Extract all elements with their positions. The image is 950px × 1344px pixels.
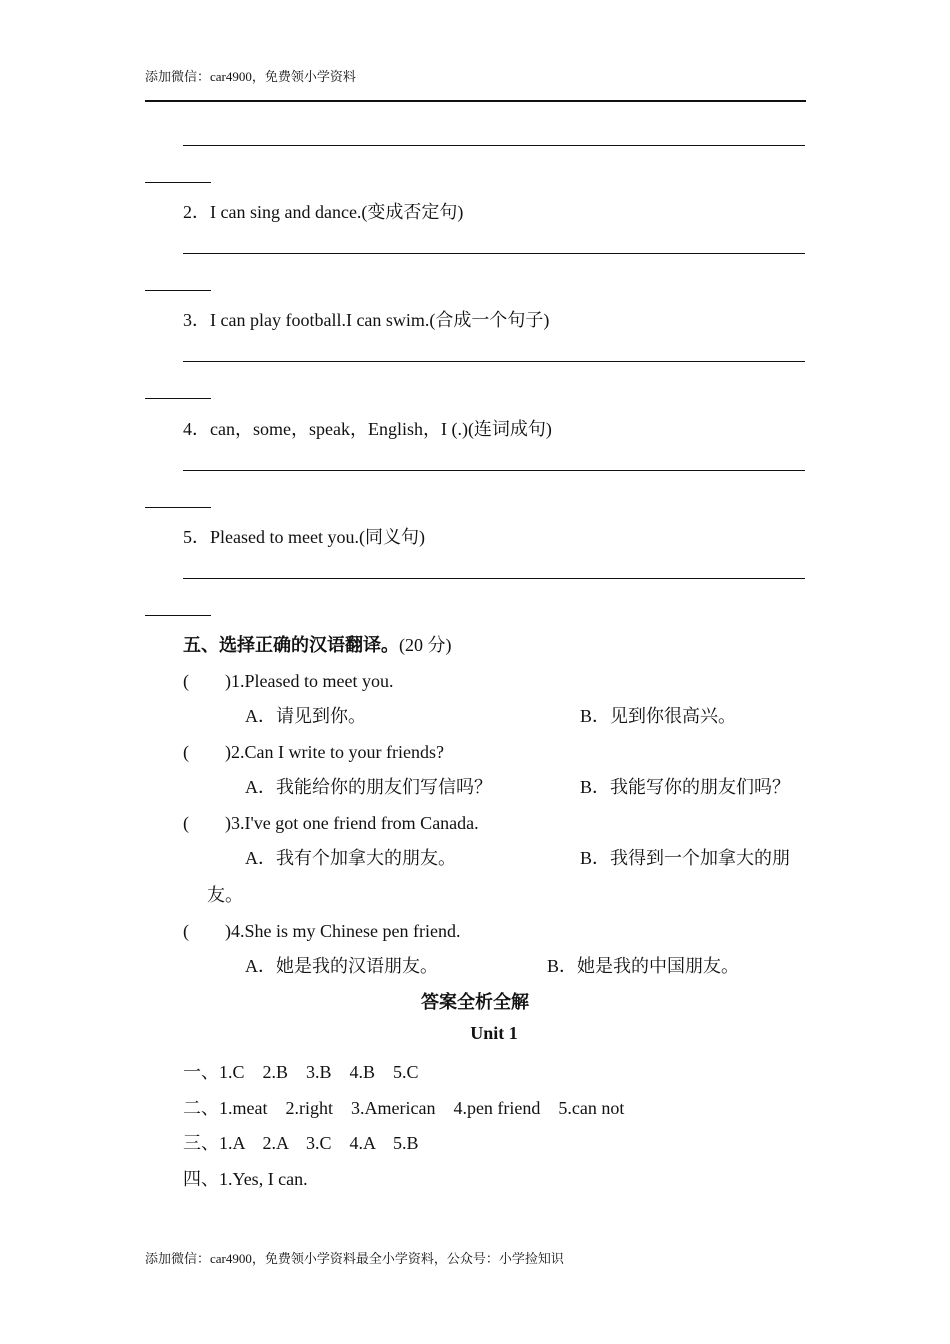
question-text: 2.Can I write to your friends? bbox=[231, 742, 444, 762]
answers-title: 答案全析全解 bbox=[421, 992, 529, 1012]
option-b-continuation: 友。 bbox=[207, 885, 243, 905]
answer-line-tail bbox=[145, 615, 211, 616]
question bbox=[183, 738, 444, 764]
answer-line-tail bbox=[145, 290, 211, 291]
option-b: B．我得到一个加拿大的朋 bbox=[580, 848, 791, 868]
answer-line-tail bbox=[145, 398, 211, 399]
question-text: 4.She is my Chinese pen friend. bbox=[231, 921, 461, 941]
option-a: A．她是我的汉语朋友。 bbox=[245, 956, 438, 976]
section-title bbox=[183, 631, 452, 657]
answer-line-tail bbox=[145, 182, 211, 183]
question-text: 1.Pleased to meet you. bbox=[231, 671, 394, 691]
answer-line bbox=[183, 578, 805, 579]
option-a: A．我有个加拿大的朋友。 bbox=[245, 848, 456, 868]
answer-line-text: 二、1.meat 2.right 3.American 4.pen friend 5.can not bbox=[183, 1098, 625, 1118]
rewrite-item bbox=[183, 306, 549, 332]
answer-blank[interactable]: ( ) bbox=[183, 813, 231, 833]
answer-line bbox=[183, 145, 805, 146]
option-b: B．见到你很高兴。 bbox=[580, 706, 737, 726]
item-text: can，some，speak，English，I (.)(连词成句) bbox=[210, 419, 552, 439]
question bbox=[183, 809, 479, 835]
item-number: 3． bbox=[183, 310, 210, 330]
rewrite-item bbox=[183, 523, 425, 549]
item-number: 4． bbox=[183, 419, 210, 439]
item-number: 5． bbox=[183, 527, 210, 547]
answer-blank[interactable]: ( ) bbox=[183, 921, 231, 941]
page-footer: 添加微信：car4900，免费领小学资料最全小学资料，公众号：小学捡知识 bbox=[145, 1251, 564, 1266]
item-text: I can sing and dance.(变成否定句) bbox=[210, 202, 464, 222]
section-score: (20 分) bbox=[399, 635, 452, 655]
question bbox=[183, 667, 393, 693]
answer-line-text: 四、1.Yes, I can. bbox=[183, 1169, 308, 1189]
answer-line bbox=[183, 253, 805, 254]
option-b: B．我能写你的朋友们吗？ bbox=[580, 777, 791, 797]
page-header: 添加微信：car4900，免费领小学资料 bbox=[145, 69, 356, 84]
item-number: 2． bbox=[183, 202, 210, 222]
question-text: 3.I've got one friend from Canada. bbox=[231, 813, 479, 833]
option-a: A．请见到你。 bbox=[245, 706, 366, 726]
answer-blank[interactable]: ( ) bbox=[183, 671, 231, 691]
answer-line bbox=[183, 470, 805, 471]
question bbox=[183, 917, 460, 943]
item-text: Pleased to meet you.(同义句) bbox=[210, 527, 425, 547]
answer-line-text: 三、1.A 2.A 3.C 4.A 5.B bbox=[183, 1133, 419, 1153]
option-a: A．我能给你的朋友们写信吗？ bbox=[245, 777, 492, 797]
section-title-text: 五、选择正确的汉语翻译。 bbox=[183, 635, 399, 655]
item-text: I can play football.I can swim.(合成一个句子) bbox=[210, 310, 550, 330]
answer-blank[interactable]: ( ) bbox=[183, 742, 231, 762]
rewrite-item bbox=[183, 415, 552, 441]
rewrite-item bbox=[183, 198, 463, 224]
answer-line bbox=[183, 361, 805, 362]
header-divider bbox=[145, 100, 806, 102]
option-b: B．她是我的中国朋友。 bbox=[547, 956, 740, 976]
answer-line-tail bbox=[145, 507, 211, 508]
unit-title: Unit 1 bbox=[470, 1023, 518, 1043]
answer-line-text: 一、1.C 2.B 3.B 4.B 5.C bbox=[183, 1062, 419, 1082]
